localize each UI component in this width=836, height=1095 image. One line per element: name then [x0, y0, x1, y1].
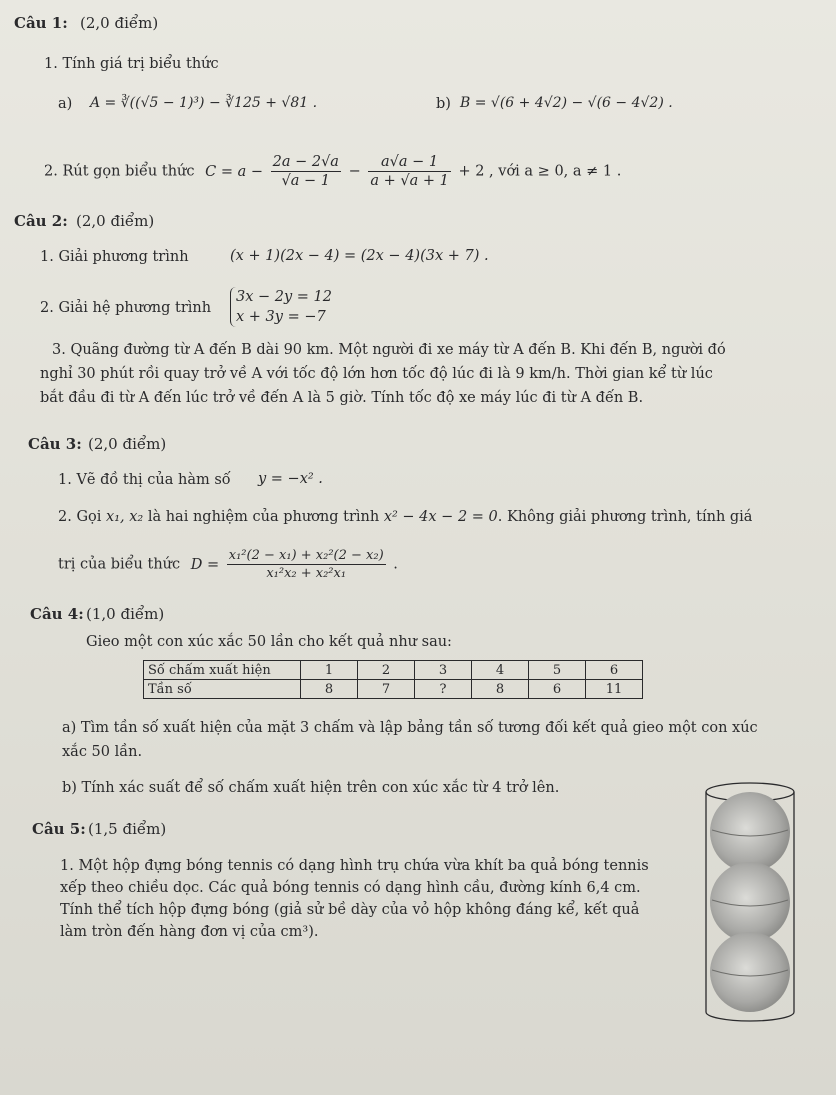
q3-d-denominator: x₁²x₂ + x₂²x₁ [266, 566, 347, 581]
q5-points: (1,5 điểm) [88, 820, 167, 838]
q1-fraction-1 [271, 154, 341, 189]
tennis-ball-3 [710, 932, 790, 1012]
q5-title: Câu 5: [32, 820, 86, 838]
q3-d-fraction [227, 548, 386, 581]
q1-fraction-2-denominator: a + √a + 1 [370, 173, 449, 189]
q3-points: (2,0 điểm) [88, 435, 167, 453]
q1-title: Câu 1: [14, 14, 68, 32]
table-cell-face: 2 [358, 661, 415, 680]
table-cell-frequency: 8 [301, 680, 358, 699]
q2-part3-line3: bắt đầu đi từ A đến lúc trở về đến A là 5 giờ. Tính tốc độ xe máy lúc đi từ A đến B. [40, 390, 644, 406]
q3-part2-line1 [58, 509, 752, 525]
q1-part2-tail: + 2 , với a ≥ 0, a ≠ 1 . [458, 163, 622, 180]
q2-system [226, 287, 332, 327]
q1-fraction-1-numerator: 2a − 2√a [272, 154, 339, 170]
q2-system-brace [230, 287, 332, 327]
q3-part1: 1. Vẽ đồ thị của hàm số [58, 472, 231, 488]
table-header-faces: Số chấm xuất hiện [144, 661, 301, 680]
q5-line1: 1. Một hộp đựng bóng tennis có dạng hình trụ chứa vừa khít ba quả bóng tennis [60, 858, 649, 874]
table-cell-frequency: ? [415, 680, 472, 699]
table-cell-face: 4 [472, 661, 529, 680]
q2-part2: 2. Giải hệ phương trình [40, 300, 212, 316]
table-cell-face: 3 [415, 661, 472, 680]
q1-minus-sign: − [348, 163, 361, 180]
q3-quadratic: x² − 4x − 2 = 0 [383, 509, 498, 525]
q1-a-label: a) [58, 96, 73, 112]
frequency-table [143, 660, 643, 699]
tennis-ball-2 [710, 862, 790, 942]
q1-fraction-2-numerator: a√a − 1 [368, 154, 451, 172]
table-cell-frequency: 11 [586, 680, 643, 699]
table-cell-frequency: 7 [358, 680, 415, 699]
q1-points: (2,0 điểm) [80, 14, 159, 32]
q5-line4: làm tròn đến hàng đơn vị của cm³). [60, 924, 319, 940]
q3-part2-line2: trị của biểu thức D = $\frac{\text{x₁²(2 − x₁) + x₂²(2 − x₂)}}{\text{x₁²x₂ + x₂²x₁}}$ . [58, 548, 398, 581]
table-row-frequency [144, 680, 643, 699]
q3-part2-text-b: là hai nghiệm của phương trình [147, 509, 380, 525]
q5-line3: Tính thể tích hộp đựng bóng (giả sử bề dày của vỏ hộp không đáng kể, kết quả [60, 902, 640, 918]
q5-line2: xếp theo chiều dọc. Các quả bóng tennis có dạng hình cầu, đường kính 6,4 cm. [60, 880, 641, 896]
q2-system-eq1: 3x − 2y = 12 [236, 289, 333, 305]
q3-d-numerator: x₁²(2 − x₁) + x₂²(2 − x₂) [228, 548, 384, 563]
tennis-ball-1 [710, 792, 790, 872]
q2-title: Câu 2: [14, 212, 68, 230]
q4-intro: Gieo một con xúc xắc 50 lần cho kết quả như sau: [86, 634, 452, 650]
q2-part3-line1: 3. Quãng đường từ A đến B dài 90 km. Một người đi xe máy từ A đến B. Khi đến B, người đó [52, 342, 726, 358]
q4-points: (1,0 điểm) [86, 605, 165, 623]
q2-part1-equation: (x + 1)(2x − 4) = (2x − 4)(3x + 7) . [230, 248, 489, 264]
table-cell-frequency: 6 [529, 680, 586, 699]
q2-system-eq2: x + 3y = −7 [236, 309, 326, 325]
tennis-can-figure [700, 780, 800, 1030]
q3-part2-text-a: 2. Gọi [58, 509, 102, 525]
table-cell-face: 6 [586, 661, 643, 680]
q3-part2-text-c: . Không giải phương trình, tính giá [497, 509, 753, 525]
table-cell-face: 5 [529, 661, 586, 680]
q2-points: (2,0 điểm) [76, 212, 155, 230]
q1-a-expression: A = ∛((√5 − 1)³) − ∛125 + √81 . [90, 95, 318, 111]
q1-b-expression: B = √(6 + 4√2) − √(6 − 4√2) . [460, 95, 673, 111]
table-cell-face: 1 [301, 661, 358, 680]
q1-part2-lhs: C = a − [205, 163, 263, 180]
q4-title: Câu 4: [30, 605, 84, 623]
q4-b: b) Tính xác suất để số chấm xuất hiện trên con xúc xắc từ 4 trở lên. [62, 780, 560, 796]
q3-part1-function: y = −x² . [258, 471, 323, 487]
table-cell-frequency: 8 [472, 680, 529, 699]
q3-part2-text-d: trị của biểu thức [58, 556, 181, 573]
q4-a-line1: a) Tìm tần số xuất hiện của mặt 3 chấm và lập bảng tần số tương đối kết quả gieo một con xúc [62, 720, 758, 736]
q1-fraction-2 [368, 154, 451, 189]
table-row-faces [144, 661, 643, 680]
q3-roots: x₁, x₂ [106, 509, 144, 525]
q1-part2 [44, 154, 621, 189]
can-bottom-rim [706, 1012, 794, 1021]
table-header-frequency: Tần số [144, 680, 301, 699]
q2-part1: 1. Giải phương trình [40, 249, 189, 265]
q2-part3-line2: nghỉ 30 phút rồi quay trở về A với tốc độ lớn hơn tốc độ lúc đi là 9 km/h. Thời gian kể từ lúc [40, 366, 713, 382]
q1-part1: 1. Tính giá trị biểu thức [44, 56, 219, 72]
q1-part2-text: 2. Rút gọn biểu thức [44, 163, 195, 180]
q1-fraction-1-denominator: √a − 1 [281, 173, 331, 189]
q1-b-label: b) [436, 96, 451, 112]
q3-title: Câu 3: [28, 435, 82, 453]
q4-a-line2: xắc 50 lần. [62, 744, 143, 760]
q3-d-lhs: D = [190, 556, 220, 573]
